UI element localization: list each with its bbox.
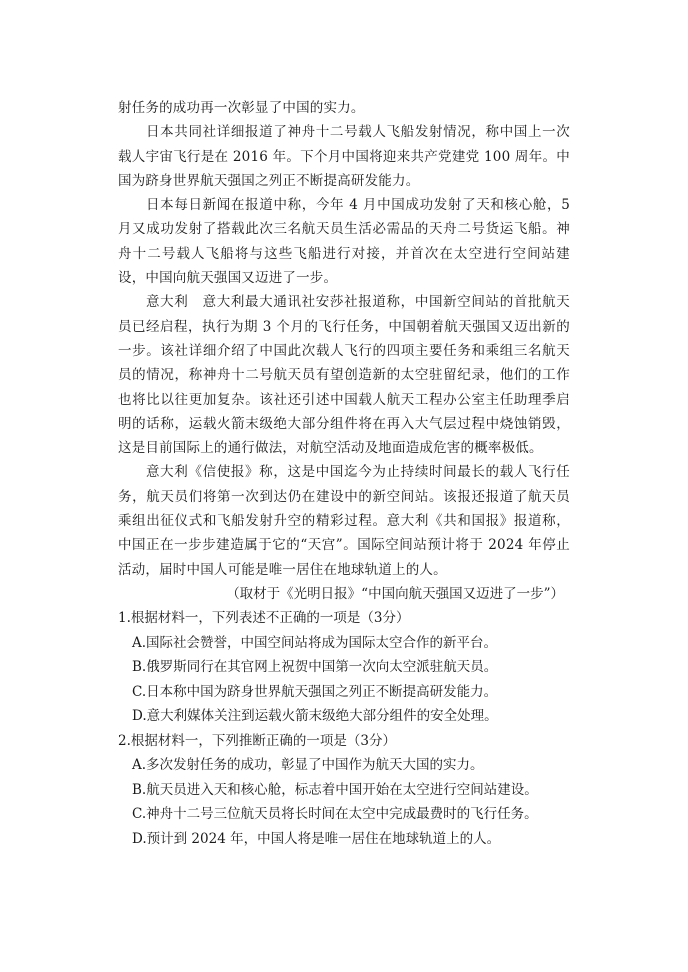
option-a: A.国际社会赞誉，中国空间站将成为国际太空合作的新平台。 — [132, 634, 498, 651]
paragraph-japan-mainichi: 日本每日新闻在报道中称，今年 4 月中国成功发射了天和核心舱，5 月又成功发射了搭载此次三名航天员生活必需品的天舟二号货运飞船。神舟十二号载人飞船将与这些飞船进行对接，并首次在太空进行空间站建设，中国向航天强国又迈进了一步。 — [118, 197, 570, 287]
option-b: B.航天员进入天和核心舱，标志着中国开始在太空进行空间站建设。 — [132, 781, 538, 798]
option-c: C.神舟十二号三位航天员将长时间在太空中完成最费时的飞行任务。 — [132, 806, 538, 823]
question-stem: 2.根据材料一，下列推断正确的一项是（3分） — [118, 732, 396, 749]
option-d: D.预计到 2024 年，中国人将是唯一居住在地球轨道上的人。 — [132, 830, 501, 847]
option-a: A.多次发射任务的成功，彰显了中国作为航天大国的实力。 — [132, 757, 484, 774]
option-d: D.意大利媒体关注到运载火箭末级绝大部分组件的安全处理。 — [132, 708, 498, 725]
paragraph-japan-kyodo: 日本共同社详细报道了神舟十二号载人飞船发射情况，称中国上一次载人宇宙飞行是在 2016 年。下个月中国将迎来共产党建党 100 周年。中国为跻身世界航天强国之列正不断提高研发能力。 — [118, 124, 570, 189]
question-2 — [118, 729, 570, 852]
paragraph-continuation: 射任务的成功再一次彰显了中国的实力。 — [118, 100, 365, 116]
document-page — [118, 96, 570, 851]
option-c: C.日本称中国为跻身世界航天强国之列正不断提高研发能力。 — [132, 683, 498, 700]
source-citation: （取材于《光明日报》“中国向航天强国又迈进了一步”） — [226, 585, 564, 602]
paragraph-italy-ansa: 意大利 意大利最大通讯社安莎社报道称，中国新空间站的首批航天员已经启程，执行为期 3 个月的飞行任务，中国朝着航天强国又迈出新的一步。该社详细介绍了中国此次载人飞行的四项主要任务和乘组三名航天员的情况，称神舟十二号航天员有望创造新的太空驻留纪录，他们的工作也将比以往更加复杂。该社还引述中国载人航天工程办公室主任助理季启明的话称，运载火箭末级绝大部分组件将在再入大气层过程中烧蚀销毁，这是目前国际上的通行做法，对航空活动及地面造成危害的概率极低。 — [118, 294, 570, 457]
question-stem: 1.根据材料一，下列表述不正确的一项是（3分） — [118, 610, 410, 627]
option-b: B.俄罗斯同行在其官网上祝贺中国第一次向太空派驻航天员。 — [132, 659, 498, 676]
question-1 — [118, 606, 570, 729]
paragraph-italy-messaggero: 意大利《信使报》称，这是中国迄今为止持续时间最长的载人飞行任务，航天员们将第一次到达仍在建设中的新空间站。该报还报道了航天员乘组出征仪式和飞船发射升空的精彩过程。意大利《共和国报》报道称，中国正在一步步建造属于它的“天宫”。国际空间站预计将于 2024 年停止活动，届时中国人可能是唯一居住在地球轨道上的人。 — [118, 464, 570, 578]
